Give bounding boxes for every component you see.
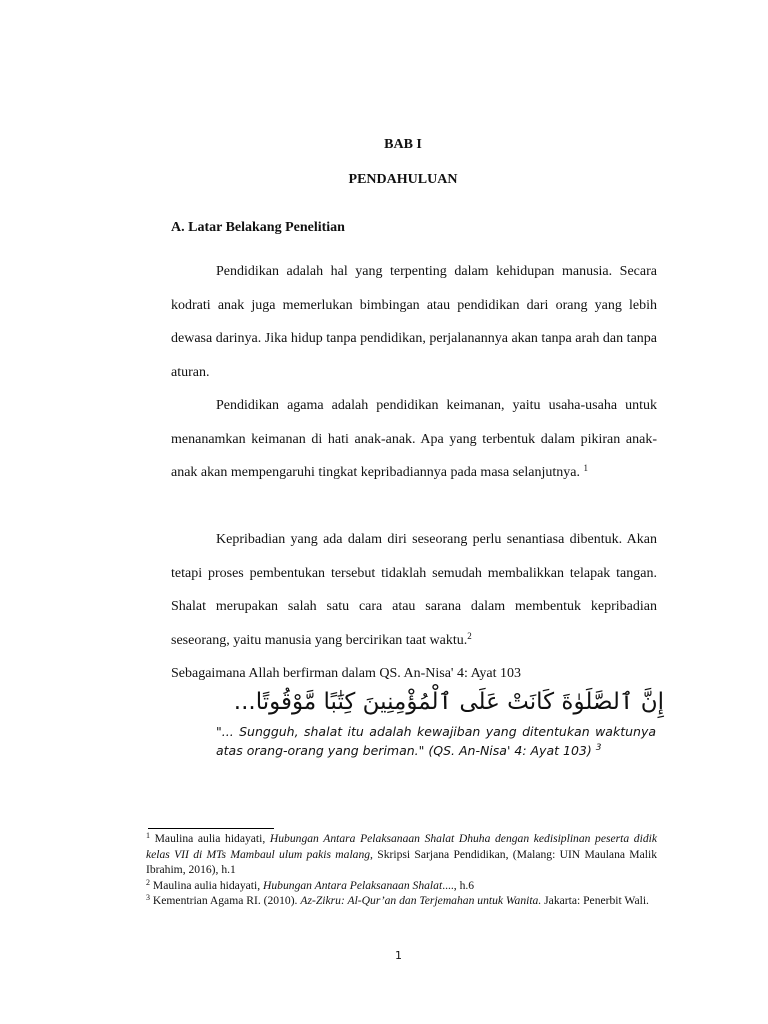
footnote-2 [146,878,657,894]
footnote-text: Kementrian Agama RI. (2010). [150,894,301,907]
footnote-text: Maulina aulia hidayati, [150,832,270,845]
footnote-separator [148,828,274,829]
footnote-1 [146,831,657,878]
paragraph-2 [171,389,657,490]
arabic-verse: إِنَّ ٱلصَّلَوٰةَ كَانَتْ عَلَى ٱلْمُؤْمِنِينَ كِتَٰبًا مَّوْقُوتًا... [233,689,664,715]
chapter-title: PENDAHULUAN [348,172,458,187]
verse-translation-text: "... Sungguh, shalat itu adalah kewajiban yang ditentukan waktunya atas orang-orang yang beriman." (QS. An-Nisa' 4: Ayat 103) [216,724,656,758]
footnote-number: 1 [146,831,150,840]
paragraph-3-text: Kepribadian yang ada dalam diri seseorang perlu senantiasa dibentuk. Akan tetapi proses pembentukan tersebut tidaklah semudah membalikkan telapak tangan. Shalat merupakan salah satu cara atau sarana dalam membentuk kepribadian seseorang, yaitu manusia yang bercirikan taat waktu. [171,532,657,648]
footnote-number: 3 [146,893,150,902]
paragraph-1-text: Pendidikan adalah hal yang terpenting dalam kehidupan manusia. Secara kodrati anak juga memerlukan bimbingan atau pendidikan dari orang yang lebih dewasa darinya. Jika hidup tanpa pendidikan, perjalanannya akan tanpa arah dan tanpa aturan. [171,264,657,380]
footnote-title: Az-Zikru: Al-Qur’an dan Terjemahan untuk Wanita. [300,894,542,907]
paragraph-2-text: Pendidikan agama adalah pendidikan keimanan, yaitu usaha-usaha untuk menanamkan keimanan di hati anak-anak. Apa yang terbentuk dalam pikiran anak-anak akan mempengaruhi tingkat kepribadiannya pada masa selanjutnya. [171,398,657,481]
paragraph-1 [171,255,657,389]
footnote-title: Hubungan Antara Pelaksanaan Shalat Dhuha dengan kedisiplinan peserta didik kelas VII di MTs Mambaul ulum pakis malang, [146,832,657,861]
footnote-ref-1[interactable]: 1 [583,463,588,474]
quote-intro-text: Sebagaimana Allah berfirman dalam QS. An-Nisa' 4: Ayat 103 [171,666,521,681]
section-heading: A. Latar Belakang Penelitian [171,220,345,235]
footnote-text: Maulina aulia hidayati, [150,878,264,892]
footnote-3 [146,893,657,909]
footnote-ref-2[interactable]: 2 [467,630,472,641]
page-number: 1 [395,949,402,962]
paragraph-3 [171,523,657,657]
footnote-title: Hubungan Antara Pelaksanaan Shalat [263,878,443,892]
footnote-ref-3[interactable]: 3 [595,743,602,753]
chapter-number: BAB I [384,137,422,152]
footnote-text: Jakarta: Penerbit Wali. [541,894,649,907]
footnote-number: 2 [146,877,150,887]
footnote-text: Skripsi Sarjana Pendidikan, (Malang: UIN Maulana Malik Ibrahim, 2016), h.1 [146,847,657,876]
footnote-text: ...., h.6 [442,878,475,892]
verse-translation [216,722,656,760]
footnotes [146,831,657,909]
